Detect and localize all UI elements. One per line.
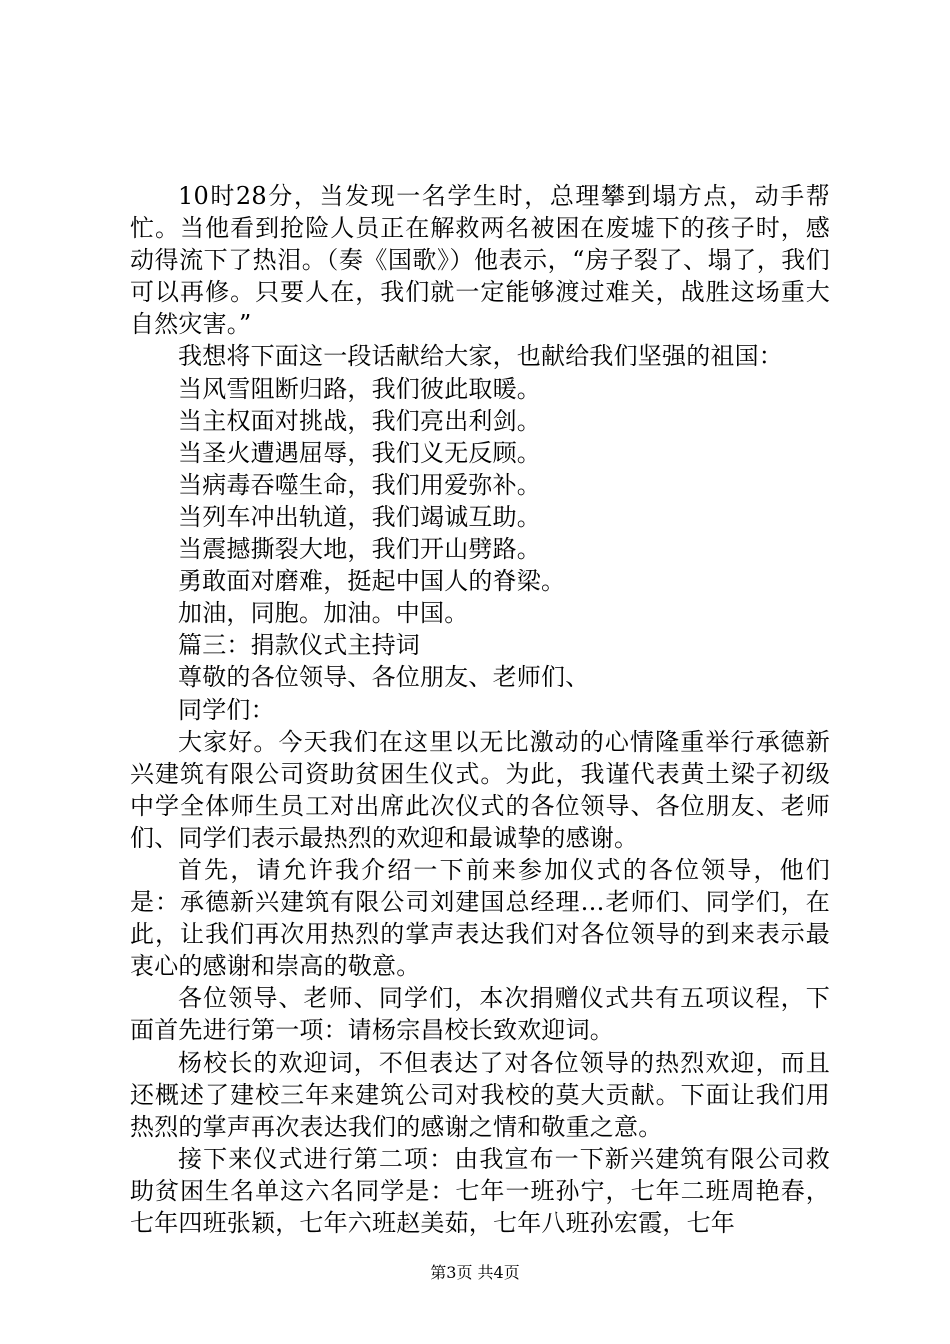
poem-line: 勇敢面对磨难，挺起中国人的脊梁。 (178, 567, 566, 596)
paragraph: 大家好。今天我们在这里以无比激动的心情隆重举行承德新兴建筑有限公司资助贫困生仪式。为此，我谨代表黄土梁子初级中学全体师生员工对出席此次仪式的各位领导、各位朋友、老师们、同学们表示最热烈的欢迎和最诚挚的感谢。 (130, 727, 830, 852)
greeting-line: 尊敬的各位领导、各位朋友、老师们、 (178, 663, 590, 692)
poem-line: 加油，同胞。加油。中国。 (178, 599, 469, 628)
body-text (130, 180, 830, 1239)
paragraph: 杨校长的欢迎词，不但表达了对各位领导的热烈欢迎，而且还概述了建校三年来建筑公司对我校的莫大贡献。下面让我们用热烈的掌声再次表达我们的感谢之情和敬重之意。 (130, 1048, 830, 1141)
poem-line: 当圣火遭遇屈辱，我们义无反顾。 (178, 438, 541, 467)
paragraph: 各位领导、老师、同学们，本次捐赠仪式共有五项议程，下面首先进行第一项：请杨宗昌校长致欢迎词。 (130, 984, 830, 1045)
greeting-line: 同学们： (178, 695, 275, 724)
poem-line: 当病毒吞噬生命，我们用爱弥补。 (178, 470, 541, 499)
page-footer: 第3页 共4页 (430, 1263, 520, 1282)
section-heading: 篇三：捐款仪式主持词 (178, 631, 420, 660)
poem-line: 当列车冲出轨道，我们竭诚互助。 (178, 502, 541, 531)
poem-line: 当主权面对挑战，我们亮出利剑。 (178, 406, 541, 435)
paragraph: 接下来仪式进行第二项：由我宣布一下新兴建筑有限公司救助贫困生名单这六名同学是：七年一班孙宁，七年二班周艳春，七年四班张颖，七年六班赵美茹，七年八班孙宏霞，七年 (130, 1144, 830, 1237)
paragraph: 10时28分，当发现一名学生时，总理攀到塌方点，动手帮忙。当他看到抢险人员正在解救两名被困在废墟下的孩子时，感动得流下了热泪。（奏《国歌》）他表示，“房子裂了、塌了，我们可以再修。只要人在，我们就一定能够渡过难关，战胜这场重大自然灾害。” (130, 182, 830, 339)
poem-line: 当风雪阻断归路，我们彼此取暖。 (178, 374, 541, 403)
paragraph: 我想将下面这一段话献给大家，也献给我们坚强的祖国： (178, 342, 783, 371)
paragraph: 首先，请允许我介绍一下前来参加仪式的各位领导，他们是：承德新兴建筑有限公司刘建国总经理…老师们、同学们，在此，让我们再次用热烈的掌声表达我们对各位领导的到来表示最衷心的感谢和崇高的敬意。 (130, 855, 830, 981)
poem-line: 当震撼撕裂大地，我们开山劈路。 (178, 535, 541, 564)
